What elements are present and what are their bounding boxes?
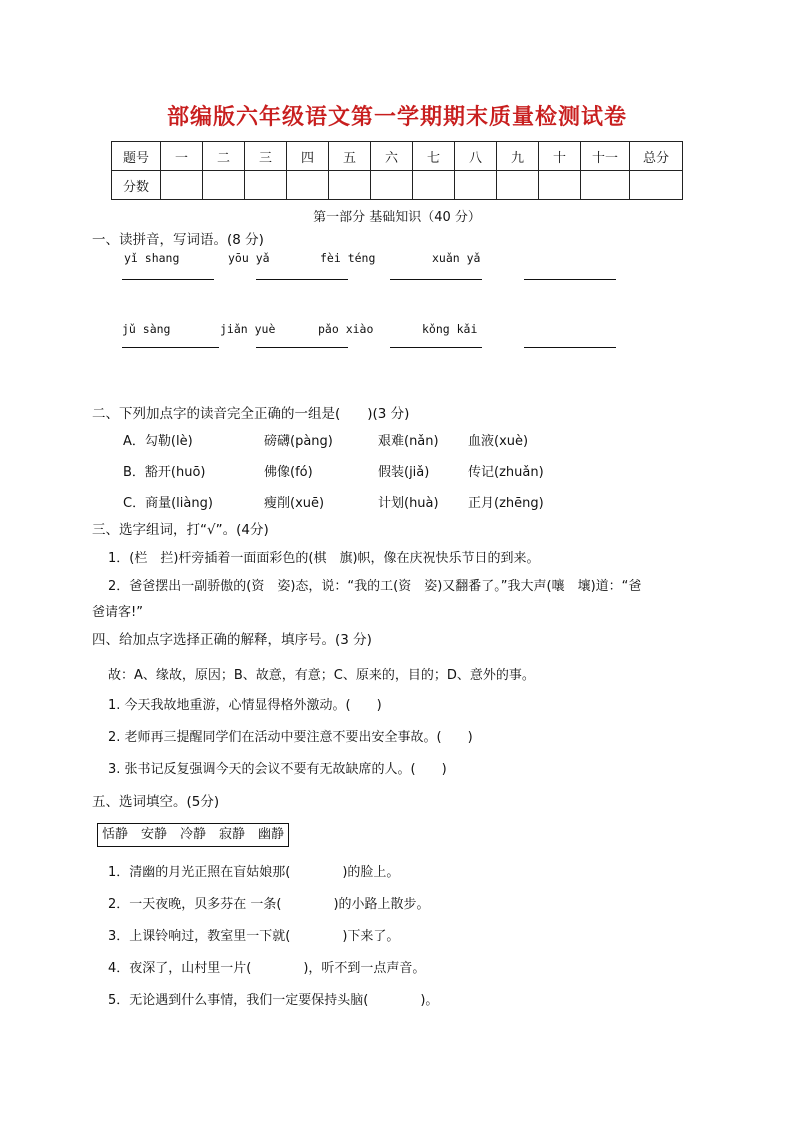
score-cell[interactable] [329,171,371,200]
score-table [111,141,683,200]
q3-item-1: 1．(栏 拦)杆旁插着一面面彩色的(棋 旗)帜，像在庆祝快乐节日的到来。 [108,551,540,566]
q5-item-3: 3．上课铃响过，教室里一下就( )下来了。 [108,929,400,944]
q3-item-2-cont: 爸请客!” [92,605,143,620]
score-cell[interactable] [630,171,683,200]
q3-heading: 三、选字组词，打“√”。(4分) [92,522,269,538]
q4-item-1: 1. 今天我故地重游，心情显得格外激动。( ) [108,698,382,713]
q3-item-2: 2．爸爸摆出一副骄傲的(资 姿)态，说：“我的工(资 姿)又翻番了。”我大声(嚷 壤)道：“爸 [108,579,642,594]
pinyin-6: jiǎn yuè [220,322,276,336]
pinyin-3: fèi téng [320,251,376,265]
option-b-word-4: 传记(zhuǎn) [468,465,544,480]
option-b-word-1: B．豁开(huō) [123,465,206,480]
score-table-score-row [112,171,683,200]
answer-blank[interactable] [524,279,616,280]
pinyin-5: jǔ sàng [122,322,171,336]
score-header-cell: 一 [161,142,203,171]
option-c-word-3: 计划(huà) [378,496,439,511]
option-c-word-1: C．商量(liàng) [123,496,213,511]
score-cell[interactable] [287,171,329,200]
score-header-cell: 九 [497,142,539,171]
score-header-cell: 六 [371,142,413,171]
score-header-cell: 五 [329,142,371,171]
score-cell[interactable] [413,171,455,200]
q4-heading: 四、给加点字选择正确的解释，填序号。(3 分) [92,632,372,648]
option-a-word-3: 艰难(nǎn) [378,434,439,449]
score-cell[interactable] [161,171,203,200]
pinyin-7: pǎo xiào [318,322,374,336]
q4-options: 故：A、缘故，原因；B、故意，有意；C、原来的，目的；D、意外的事。 [108,668,535,683]
word-choice-box: 恬静 安静 冷静 寂静 幽静 [97,823,289,847]
score-cell[interactable] [203,171,245,200]
score-cell[interactable] [539,171,581,200]
q4-item-3: 3. 张书记反复强调今天的会议不要有无故缺席的人。( ) [108,762,447,777]
score-header-cell: 题号 [112,142,161,171]
option-c-word-2: 瘦削(xuē) [264,496,325,511]
option-a-word-1: A．勾勒(lè) [123,434,193,449]
q5-heading: 五、选词填空。(5分) [92,794,220,810]
score-header-cell: 十一 [581,142,630,171]
exam-title: 部编版六年级语文第一学期期末质量检测试卷 [166,105,627,130]
score-cell[interactable] [497,171,539,200]
score-header-cell: 十 [539,142,581,171]
answer-blank[interactable] [390,279,482,280]
score-header-cell: 七 [413,142,455,171]
option-a-word-2: 磅礴(pàng) [264,434,333,449]
pinyin-1: yǐ shang [124,251,180,265]
score-table-header-row [112,142,683,171]
answer-blank[interactable] [390,347,482,348]
option-b-word-3: 假装(jiǎ) [378,465,430,480]
answer-blank[interactable] [122,347,219,348]
option-b-word-2: 佛像(fó) [264,465,313,480]
score-header-cell: 三 [245,142,287,171]
answer-blank[interactable] [256,279,348,280]
option-c-word-4: 正月(zhēng) [468,496,544,511]
q1-heading: 一、读拼音，写词语。(8 分) [92,232,264,248]
q5-item-5: 5．无论遇到什么事情，我们一定要保持头脑( )。 [108,993,439,1008]
option-a-word-4: 血液(xuè) [468,434,529,449]
pinyin-4: xuǎn yǎ [432,251,481,265]
score-row-label: 分数 [112,171,161,200]
score-header-cell: 四 [287,142,329,171]
part-one-heading: 第一部分 基础知识（40 分） [313,210,481,225]
q2-heading: 二、下列加点字的读音完全正确的一组是( )(3 分) [92,406,410,422]
pinyin-2: yōu yǎ [228,251,270,265]
score-cell[interactable] [581,171,630,200]
answer-blank[interactable] [524,347,616,348]
q4-item-2: 2. 老师再三提醒同学们在活动中要注意不要出安全事故。( ) [108,730,473,745]
score-header-cell: 八 [455,142,497,171]
score-header-cell: 总分 [630,142,683,171]
score-cell[interactable] [455,171,497,200]
q5-item-2: 2．一天夜晚，贝多芬在 一条( )的小路上散步。 [108,897,430,912]
answer-blank[interactable] [122,279,214,280]
answer-blank[interactable] [256,347,348,348]
score-header-cell: 二 [203,142,245,171]
score-cell[interactable] [371,171,413,200]
q5-item-1: 1．清幽的月光正照在盲姑娘那( )的脸上。 [108,865,400,880]
score-cell[interactable] [245,171,287,200]
pinyin-8: kǒng kǎi [422,322,478,336]
q5-item-4: 4．夜深了，山村里一片( )，听不到一点声音。 [108,961,426,976]
